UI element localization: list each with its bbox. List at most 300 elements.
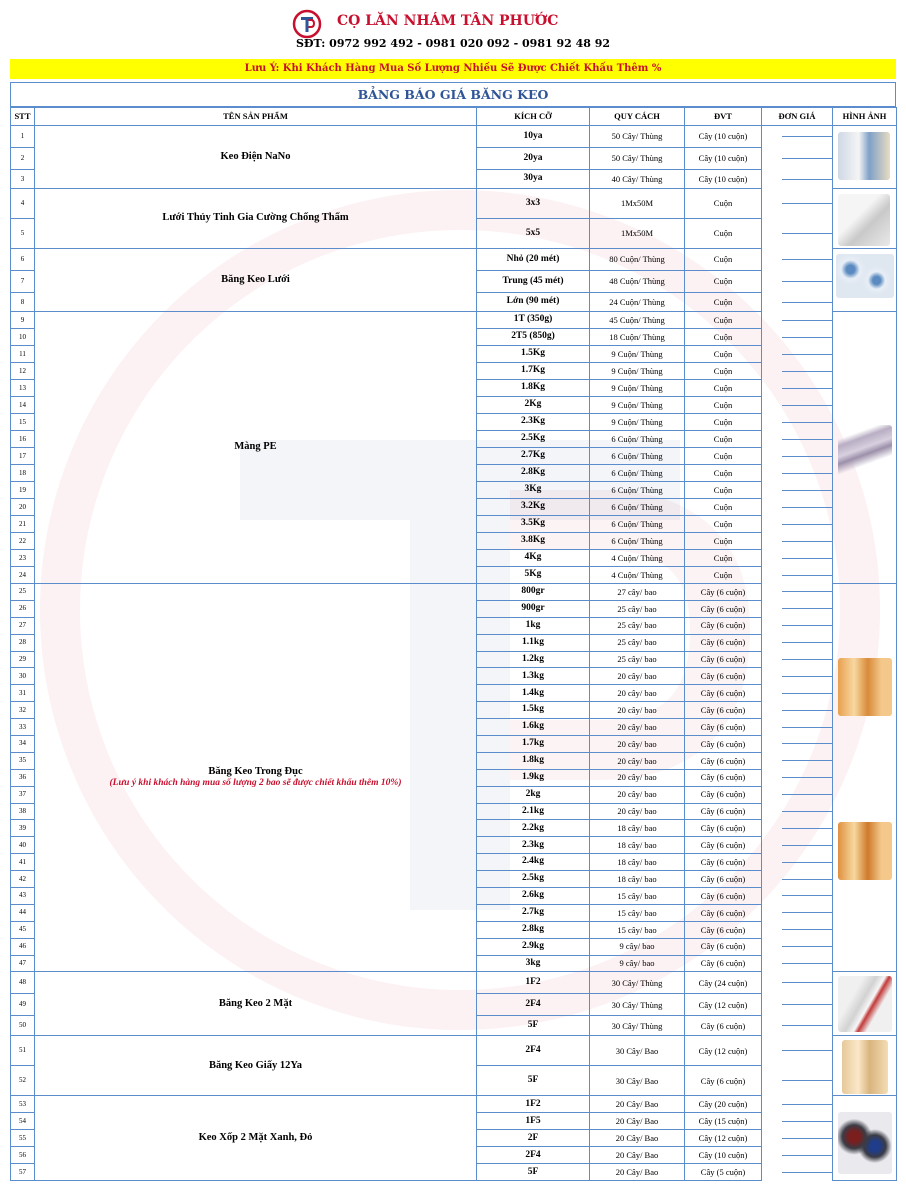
cell-size: 3.2Kg <box>477 499 590 516</box>
cell-stt: 7 <box>11 271 35 293</box>
cell-stt: 56 <box>11 1147 35 1164</box>
cell-unit: Cây (6 cuộn) <box>685 685 762 702</box>
cell-size: 2.3Kg <box>477 414 590 431</box>
cell-stt: 52 <box>11 1066 35 1096</box>
cell-stt: 43 <box>11 888 35 905</box>
cell-spec: 50 Cây/ Thùng <box>590 126 685 148</box>
cell-spec: 9 Cuộn/ Thùng <box>590 397 685 414</box>
cell-spec: 50 Cây/ Thùng <box>590 148 685 170</box>
cell-spec: 30 Cây/ Thùng <box>590 972 685 994</box>
cell-stt: 20 <box>11 499 35 516</box>
cell-stt: 45 <box>11 921 35 938</box>
cell-spec: 25 cây/ bao <box>590 617 685 634</box>
cell-stt: 29 <box>11 651 35 668</box>
cell-price <box>762 769 833 786</box>
cell-price <box>762 854 833 871</box>
header-price: ĐƠN GIÁ <box>762 108 833 126</box>
paper-tape-photo <box>842 1040 888 1094</box>
cell-spec: 6 Cuộn/ Thùng <box>590 431 685 448</box>
cell-price <box>762 837 833 854</box>
cell-stt: 44 <box>11 904 35 921</box>
cell-stt: 10 <box>11 329 35 346</box>
cell-size: 1.8Kg <box>477 380 590 397</box>
cell-stt: 47 <box>11 955 35 972</box>
cell-unit: Cuộn <box>685 431 762 448</box>
cell-spec: 30 Cây/ Bao <box>590 1066 685 1096</box>
cell-unit: Cuộn <box>685 271 762 293</box>
clear-tape-photo-1 <box>838 658 892 716</box>
header-name: TÊN SẢN PHẨM <box>35 108 477 126</box>
cell-size: 5x5 <box>477 219 590 249</box>
cell-spec: 15 cây/ bao <box>590 904 685 921</box>
cell-unit: Cuộn <box>685 397 762 414</box>
cell-stt: 27 <box>11 617 35 634</box>
cell-stt: 3 <box>11 170 35 189</box>
cell-price <box>762 346 833 363</box>
cell-spec: 25 cây/ bao <box>590 651 685 668</box>
cell-stt: 57 <box>11 1164 35 1181</box>
cell-size: 3kg <box>477 955 590 972</box>
cell-size: 1.6kg <box>477 719 590 736</box>
cell-price <box>762 600 833 617</box>
cell-spec: 20 Cây/ Bao <box>590 1113 685 1130</box>
table-row <box>11 126 897 148</box>
cell-spec: 18 cây/ bao <box>590 871 685 888</box>
cell-unit: Cây (6 cuộn) <box>685 769 762 786</box>
cell-stt: 53 <box>11 1096 35 1113</box>
cell-product-image <box>833 584 897 972</box>
cell-size: 2.8Kg <box>477 465 590 482</box>
cell-price <box>762 148 833 170</box>
cell-price <box>762 312 833 329</box>
cell-unit: Cuộn <box>685 516 762 533</box>
cell-price <box>762 820 833 837</box>
header-unit: ĐVT <box>685 108 762 126</box>
table-row <box>11 1036 897 1066</box>
cell-size: 2.8kg <box>477 921 590 938</box>
cell-stt: 13 <box>11 380 35 397</box>
cell-spec: 4 Cuộn/ Thùng <box>590 567 685 584</box>
cell-product-name <box>35 249 477 312</box>
cell-stt: 48 <box>11 972 35 994</box>
cell-price <box>762 397 833 414</box>
cell-unit: Cây (12 cuộn) <box>685 1130 762 1147</box>
cell-price <box>762 904 833 921</box>
cell-price <box>762 1036 833 1066</box>
cell-size: 1.2kg <box>477 651 590 668</box>
cell-price <box>762 719 833 736</box>
cell-unit: Cuộn <box>685 380 762 397</box>
cell-size: Lớn (90 mét) <box>477 293 590 312</box>
cell-size: 3Kg <box>477 482 590 499</box>
cell-price <box>762 685 833 702</box>
cell-product-name <box>35 1036 477 1096</box>
phone-numbers: SĐT: 0972 992 492 - 0981 020 092 - 0981 92 48 92 <box>295 37 611 50</box>
cell-unit: Cây (6 cuộn) <box>685 921 762 938</box>
cell-price <box>762 871 833 888</box>
cell-stt: 26 <box>11 600 35 617</box>
cell-unit: Cây (24 cuộn) <box>685 972 762 994</box>
cell-spec: 9 Cuộn/ Thùng <box>590 414 685 431</box>
cell-unit: Cuộn <box>685 219 762 249</box>
cell-spec: 9 cây/ bao <box>590 955 685 972</box>
cell-unit: Cây (6 cuộn) <box>685 584 762 601</box>
cell-size: 900gr <box>477 600 590 617</box>
cell-stt: 32 <box>11 702 35 719</box>
discount-note: (Lưu ý khi khách hàng mua số lượng 2 bao sẽ được chiết khấu thêm 10%) <box>109 778 402 789</box>
cell-stt: 15 <box>11 414 35 431</box>
cell-spec: 20 cây/ bao <box>590 685 685 702</box>
cell-size: 1T (350g) <box>477 312 590 329</box>
cell-spec: 20 cây/ bao <box>590 769 685 786</box>
cell-spec: 15 cây/ bao <box>590 888 685 905</box>
cell-price <box>762 249 833 271</box>
cell-size: 2F4 <box>477 1036 590 1066</box>
cell-stt: 40 <box>11 837 35 854</box>
cell-stt: 9 <box>11 312 35 329</box>
cell-price <box>762 380 833 397</box>
cell-size: 2F4 <box>477 994 590 1016</box>
cell-product-name <box>35 1096 477 1181</box>
cell-spec: 20 cây/ bao <box>590 752 685 769</box>
cell-stt: 24 <box>11 567 35 584</box>
cell-unit: Cây (10 cuộn) <box>685 1147 762 1164</box>
cell-size: 1.3kg <box>477 668 590 685</box>
cell-price <box>762 972 833 994</box>
cell-price <box>762 499 833 516</box>
cell-size: 3.5Kg <box>477 516 590 533</box>
cell-unit: Cuộn <box>685 414 762 431</box>
cell-price <box>762 533 833 550</box>
cell-stt: 51 <box>11 1036 35 1066</box>
table-title: BẢNG BÁO GIÁ BĂNG KEO <box>10 82 896 107</box>
cell-stt: 30 <box>11 668 35 685</box>
cell-spec: 20 cây/ bao <box>590 803 685 820</box>
cell-price <box>762 1066 833 1096</box>
cell-spec: 25 cây/ bao <box>590 600 685 617</box>
product-name: Keo Xốp 2 Mặt Xanh, Đỏ <box>198 1132 313 1144</box>
cell-stt: 35 <box>11 752 35 769</box>
cell-unit: Cuộn <box>685 363 762 380</box>
cell-spec: 25 cây/ bao <box>590 634 685 651</box>
cell-unit: Cây (10 cuộn) <box>685 126 762 148</box>
cell-unit: Cây (6 cuộn) <box>685 719 762 736</box>
cell-spec: 15 cây/ bao <box>590 921 685 938</box>
cell-size: 1.4kg <box>477 685 590 702</box>
cell-unit: Cây (6 cuộn) <box>685 955 762 972</box>
clear-tape-photo-2 <box>838 822 892 880</box>
cell-spec: 20 Cây/ Bao <box>590 1130 685 1147</box>
cell-price <box>762 126 833 148</box>
cell-stt: 2 <box>11 148 35 170</box>
cell-spec: 20 cây/ bao <box>590 786 685 803</box>
cell-spec: 18 Cuộn/ Thùng <box>590 329 685 346</box>
cell-spec: 27 cây/ bao <box>590 584 685 601</box>
cell-stt: 41 <box>11 854 35 871</box>
cell-spec: 6 Cuộn/ Thùng <box>590 482 685 499</box>
cell-unit: Cuộn <box>685 249 762 271</box>
cell-stt: 12 <box>11 363 35 380</box>
cell-size: 5F <box>477 1016 590 1036</box>
cell-stt: 5 <box>11 219 35 249</box>
cell-price <box>762 921 833 938</box>
cell-stt: 8 <box>11 293 35 312</box>
cell-price <box>762 1130 833 1147</box>
cell-unit: Cuộn <box>685 346 762 363</box>
table-header-row <box>11 108 897 126</box>
cell-size: 1F5 <box>477 1113 590 1130</box>
cell-size: 1.8kg <box>477 752 590 769</box>
cell-price <box>762 938 833 955</box>
cell-unit: Cây (12 cuộn) <box>685 1036 762 1066</box>
cell-stt: 37 <box>11 786 35 803</box>
cell-size: 1.7kg <box>477 736 590 753</box>
cell-unit: Cây (6 cuộn) <box>685 854 762 871</box>
cell-unit: Cây (12 cuộn) <box>685 994 762 1016</box>
cell-size: 20ya <box>477 148 590 170</box>
cell-stt: 55 <box>11 1130 35 1147</box>
cell-stt: 1 <box>11 126 35 148</box>
cell-size: 2.2kg <box>477 820 590 837</box>
cell-unit: Cây (6 cuộn) <box>685 668 762 685</box>
cell-price <box>762 736 833 753</box>
cell-spec: 4 Cuộn/ Thùng <box>590 550 685 567</box>
cell-size: 1kg <box>477 617 590 634</box>
fiberglass-mesh-photo <box>838 194 890 246</box>
cell-spec: 6 Cuộn/ Thùng <box>590 533 685 550</box>
cell-spec: 24 Cuộn/ Thùng <box>590 293 685 312</box>
cell-spec: 6 Cuộn/ Thùng <box>590 465 685 482</box>
table-row <box>11 584 897 601</box>
table-row <box>11 189 897 219</box>
cell-unit: Cây (6 cuộn) <box>685 702 762 719</box>
cell-stt: 42 <box>11 871 35 888</box>
cell-price <box>762 550 833 567</box>
cell-price <box>762 465 833 482</box>
cell-size: 30ya <box>477 170 590 189</box>
cell-unit: Cây (6 cuộn) <box>685 736 762 753</box>
cell-size: Nhỏ (20 mét) <box>477 249 590 271</box>
cell-price <box>762 482 833 499</box>
cell-price <box>762 293 833 312</box>
cell-size: 1.7Kg <box>477 363 590 380</box>
cell-size: 2.1kg <box>477 803 590 820</box>
tape-rolls-photo <box>838 132 890 180</box>
cell-unit: Cây (6 cuộn) <box>685 752 762 769</box>
foam-tape-photo <box>838 1112 892 1174</box>
header-image: HÌNH ẢNH <box>833 108 897 126</box>
header-stt: STT <box>11 108 35 126</box>
cell-size: 5Kg <box>477 567 590 584</box>
cell-unit: Cây (6 cuộn) <box>685 820 762 837</box>
cell-price <box>762 702 833 719</box>
cell-unit: Cây (6 cuộn) <box>685 871 762 888</box>
cell-spec: 18 cây/ bao <box>590 837 685 854</box>
cell-size: 3.8Kg <box>477 533 590 550</box>
cell-size: 2T5 (850g) <box>477 329 590 346</box>
cell-spec: 6 Cuộn/ Thùng <box>590 516 685 533</box>
cell-stt: 17 <box>11 448 35 465</box>
cell-unit: Cuộn <box>685 189 762 219</box>
cell-unit: Cây (20 cuộn) <box>685 1096 762 1113</box>
cell-stt: 46 <box>11 938 35 955</box>
cell-size: 3x3 <box>477 189 590 219</box>
cell-spec: 40 Cây/ Thùng <box>590 170 685 189</box>
cell-unit: Cuộn <box>685 533 762 550</box>
cell-unit: Cây (6 cuộn) <box>685 837 762 854</box>
cell-stt: 50 <box>11 1016 35 1036</box>
cell-stt: 6 <box>11 249 35 271</box>
header-spec: QUY CÁCH <box>590 108 685 126</box>
cell-unit: Cây (6 cuộn) <box>685 634 762 651</box>
mesh-tape-photo <box>836 254 894 298</box>
cell-size: 2.4kg <box>477 854 590 871</box>
cell-unit: Cuộn <box>685 499 762 516</box>
cell-spec: 9 Cuộn/ Thùng <box>590 363 685 380</box>
cell-spec: 6 Cuộn/ Thùng <box>590 499 685 516</box>
cell-unit: Cây (6 cuộn) <box>685 1016 762 1036</box>
cell-size: 1F2 <box>477 972 590 994</box>
cell-stt: 34 <box>11 736 35 753</box>
table-row <box>11 312 897 329</box>
cell-spec: 48 Cuộn/ Thùng <box>590 271 685 293</box>
cell-size: 4Kg <box>477 550 590 567</box>
cell-price <box>762 1016 833 1036</box>
cell-unit: Cây (6 cuộn) <box>685 803 762 820</box>
cell-size: 1.9kg <box>477 769 590 786</box>
cell-unit: Cây (5 cuộn) <box>685 1164 762 1181</box>
cell-unit: Cuộn <box>685 329 762 346</box>
cell-unit: Cây (6 cuộn) <box>685 1066 762 1096</box>
cell-unit: Cây (15 cuộn) <box>685 1113 762 1130</box>
cell-size: 10ya <box>477 126 590 148</box>
cell-price <box>762 189 833 219</box>
table-row <box>11 249 897 271</box>
cell-stt: 19 <box>11 482 35 499</box>
company-name: CỌ LĂN NHÁM TÂN PHƯỚC <box>337 13 559 29</box>
cell-stt: 18 <box>11 465 35 482</box>
table-row <box>11 1096 897 1113</box>
cell-size: 1F2 <box>477 1096 590 1113</box>
cell-price <box>762 617 833 634</box>
table-row <box>11 972 897 994</box>
cell-price <box>762 1096 833 1113</box>
cell-spec: 9 Cuộn/ Thùng <box>590 380 685 397</box>
cell-spec: 20 Cây/ Bao <box>590 1096 685 1113</box>
cell-unit: Cuộn <box>685 293 762 312</box>
cell-size: 2.7Kg <box>477 448 590 465</box>
cell-unit: Cuộn <box>685 482 762 499</box>
table-body <box>11 126 897 1181</box>
cell-stt: 11 <box>11 346 35 363</box>
cell-price <box>762 431 833 448</box>
cell-spec: 20 Cây/ Bao <box>590 1164 685 1181</box>
cell-stt: 31 <box>11 685 35 702</box>
cell-size: 2.9kg <box>477 938 590 955</box>
cell-unit: Cuộn <box>685 465 762 482</box>
cell-spec: 20 cây/ bao <box>590 668 685 685</box>
double-sided-tape-photo <box>838 976 892 1032</box>
cell-price <box>762 803 833 820</box>
cell-stt: 22 <box>11 533 35 550</box>
cell-stt: 28 <box>11 634 35 651</box>
cell-spec: 18 cây/ bao <box>590 854 685 871</box>
cell-product-name <box>35 972 477 1036</box>
cell-spec: 30 Cây/ Thùng <box>590 994 685 1016</box>
cell-spec: 30 Cây/ Thùng <box>590 1016 685 1036</box>
product-name: Màng PE <box>234 441 277 453</box>
cell-price <box>762 752 833 769</box>
cell-spec: 30 Cây/ Bao <box>590 1036 685 1066</box>
cell-spec: 20 cây/ bao <box>590 719 685 736</box>
cell-product-name <box>35 312 477 584</box>
cell-size: 2F <box>477 1130 590 1147</box>
cell-price <box>762 955 833 972</box>
pe-film-photo <box>838 425 892 477</box>
cell-stt: 33 <box>11 719 35 736</box>
cell-price <box>762 1113 833 1130</box>
cell-stt: 38 <box>11 803 35 820</box>
cell-size: 2F4 <box>477 1147 590 1164</box>
cell-stt: 49 <box>11 994 35 1016</box>
cell-stt: 21 <box>11 516 35 533</box>
cell-stt: 54 <box>11 1113 35 1130</box>
cell-stt: 16 <box>11 431 35 448</box>
cell-unit: Cây (6 cuộn) <box>685 904 762 921</box>
cell-price <box>762 1147 833 1164</box>
cell-size: 2Kg <box>477 397 590 414</box>
cell-price <box>762 651 833 668</box>
cell-unit: Cây (6 cuộn) <box>685 600 762 617</box>
cell-size: 2.3kg <box>477 837 590 854</box>
cell-spec: 20 cây/ bao <box>590 702 685 719</box>
cell-price <box>762 668 833 685</box>
cell-size: 1.1kg <box>477 634 590 651</box>
cell-stt: 4 <box>11 189 35 219</box>
cell-spec: 45 Cuộn/ Thùng <box>590 312 685 329</box>
product-name: Keo Điện NaNo <box>220 150 291 162</box>
price-table <box>10 107 897 1181</box>
cell-unit: Cuộn <box>685 312 762 329</box>
cell-size: 1.5kg <box>477 702 590 719</box>
cell-size: 800gr <box>477 584 590 601</box>
product-name: Băng Keo 2 Mặt <box>218 997 293 1009</box>
cell-unit: Cây (6 cuộn) <box>685 651 762 668</box>
cell-stt: 14 <box>11 397 35 414</box>
product-name: Băng Keo Giấy 12Ya <box>208 1059 303 1071</box>
cell-product-name <box>35 189 477 249</box>
cell-spec: 9 Cuộn/ Thùng <box>590 346 685 363</box>
cell-size: 2.7kg <box>477 904 590 921</box>
cell-price <box>762 584 833 601</box>
cell-spec: 6 Cuộn/ Thùng <box>590 448 685 465</box>
cell-size: 2.6kg <box>477 888 590 905</box>
cell-stt: 36 <box>11 769 35 786</box>
cell-price <box>762 329 833 346</box>
cell-product-name <box>35 126 477 189</box>
cell-unit: Cây (6 cuộn) <box>685 888 762 905</box>
cell-stt: 23 <box>11 550 35 567</box>
cell-size: 2kg <box>477 786 590 803</box>
cell-price <box>762 219 833 249</box>
cell-spec: 1Mx50M <box>590 189 685 219</box>
cell-spec: 1Mx50M <box>590 219 685 249</box>
product-name: Lưới Thủy Tinh Gia Cường Chống Thấm <box>162 212 349 224</box>
cell-size: 5F <box>477 1066 590 1096</box>
cell-size: 2.5Kg <box>477 431 590 448</box>
cell-size: 2.5kg <box>477 871 590 888</box>
cell-spec: 20 cây/ bao <box>590 736 685 753</box>
